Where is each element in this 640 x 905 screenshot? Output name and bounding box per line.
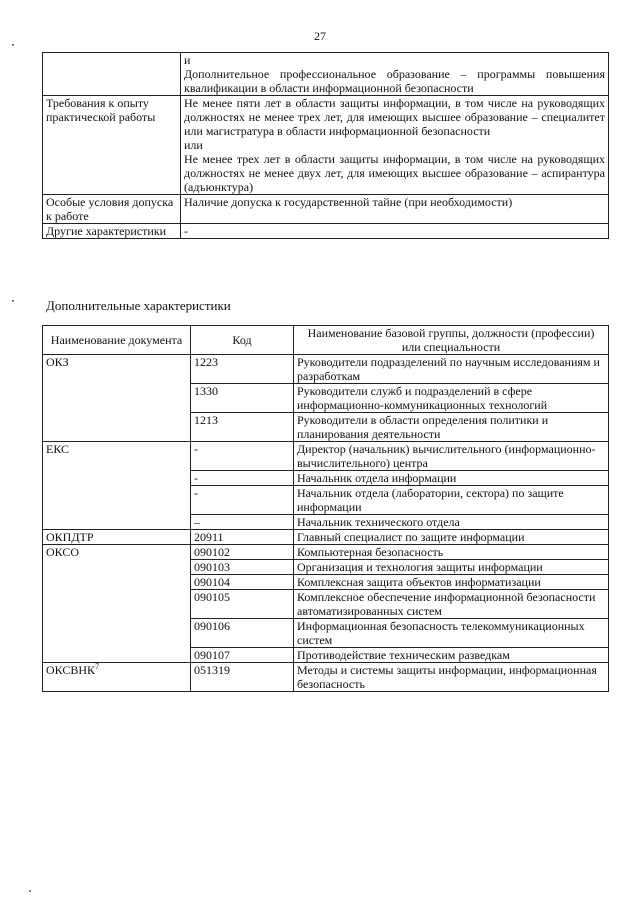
name-cell: Руководители подразделений по научным исследованиям и разработкам — [294, 355, 609, 384]
document-cell — [43, 530, 191, 545]
name-cell: Начальник отдела информации — [294, 471, 609, 486]
name-cell: Информационная безопасность телекоммуникационных систем — [294, 619, 609, 648]
name-cell: Главный специалист по защите информации — [294, 530, 609, 545]
requirement-line: Не менее пяти лет в области защиты информации, в том числе на руководящих должностях не менее трех лет, для имеющих высшее образование – специалитет или магистратура в области информационной безопасности — [184, 96, 605, 138]
document-cell — [43, 545, 191, 663]
document-cell — [43, 442, 191, 530]
name-cell: Организация и технология защиты информации — [294, 560, 609, 575]
name-cell: Противодействие техническим разведкам — [294, 648, 609, 663]
page-number: 27 — [314, 29, 326, 43]
requirement-label: Требования к опыту практической работы — [43, 96, 181, 195]
document-cell — [43, 663, 191, 692]
code-cell: – — [191, 515, 294, 530]
classifier-table — [42, 325, 609, 692]
document-cell — [43, 355, 191, 442]
requirement-line: Дополнительное профессиональное образование – программы повышения квалификации в области информационной безопасности — [184, 67, 605, 95]
document-name: ОКЗ — [46, 355, 69, 369]
document-name: ОКСО — [46, 545, 80, 559]
footnote-mark: 7 — [95, 662, 100, 671]
code-cell: 1213 — [191, 413, 294, 442]
table-row — [43, 530, 609, 545]
table-row — [43, 53, 609, 96]
name-cell: Комплексное обеспечение информационной безопасности автоматизированных систем — [294, 590, 609, 619]
code-cell: 20911 — [191, 530, 294, 545]
code-cell: 090106 — [191, 619, 294, 648]
table-row — [43, 545, 609, 560]
requirement-line: Не менее трех лет в области защиты информации, в том числе на руководящих должностях не менее двух лет, для имеющих высшее образование – аспирантура (адъюнктура) — [184, 152, 605, 194]
code-cell: - — [191, 471, 294, 486]
name-cell: Компьютерная безопасность — [294, 545, 609, 560]
code-cell: 090107 — [191, 648, 294, 663]
table-row — [43, 442, 609, 471]
header-name: Наименование базовой группы, должности (профессии) или специальности — [294, 326, 609, 355]
name-cell: Руководители в области определения политики и планирования деятельности — [294, 413, 609, 442]
table-row — [43, 355, 609, 384]
requirement-label: Другие характеристики — [43, 224, 181, 239]
name-cell: Руководители служб и подразделений в сфере информационно-коммуникационных технологий — [294, 384, 609, 413]
scan-speck — [29, 890, 31, 892]
name-cell: Комплексная защита объектов информатизации — [294, 575, 609, 590]
code-cell: 090102 — [191, 545, 294, 560]
requirement-line: и — [184, 53, 191, 67]
table-row — [43, 195, 609, 224]
document-name: ОКСВНК — [46, 663, 96, 677]
table-row — [43, 96, 609, 195]
requirement-label — [43, 53, 181, 96]
code-cell: 090104 — [191, 575, 294, 590]
code-cell: - — [191, 442, 294, 471]
table-row — [43, 224, 609, 239]
name-cell: Начальник отдела (лаборатории, сектора) по защите информации — [294, 486, 609, 515]
requirement-label: Особые условия допуска к работе — [43, 195, 181, 224]
document-name: ЕКС — [46, 442, 70, 456]
name-cell: Методы и системы защиты информации, информационная безопасность — [294, 663, 609, 692]
code-cell: 051319 — [191, 663, 294, 692]
code-cell: 090105 — [191, 590, 294, 619]
document-name: ОКПДТР — [46, 530, 94, 544]
code-cell: 1223 — [191, 355, 294, 384]
section-heading: Дополнительные характеристики — [46, 298, 231, 313]
qualification-requirements-table — [42, 52, 609, 239]
table-row — [43, 663, 609, 692]
code-cell: - — [191, 486, 294, 515]
requirement-value — [181, 53, 609, 96]
requirement-line: - — [184, 224, 188, 238]
requirement-value — [181, 96, 609, 195]
code-cell: 090103 — [191, 560, 294, 575]
requirement-value — [181, 195, 609, 224]
header-code: Код — [191, 326, 294, 355]
name-cell: Начальник технического отдела — [294, 515, 609, 530]
code-cell: 1330 — [191, 384, 294, 413]
scan-speck — [12, 300, 14, 302]
header-document: Наименование документа — [43, 326, 191, 355]
classifier-header-row — [43, 326, 609, 355]
scan-speck — [12, 44, 14, 46]
name-cell: Директор (начальник) вычислительного (информационно-вычислительного) центра — [294, 442, 609, 471]
requirement-line: Наличие допуска к государственной тайне (при необходимости) — [184, 195, 513, 209]
requirement-line: или — [184, 138, 203, 152]
requirement-value — [181, 224, 609, 239]
